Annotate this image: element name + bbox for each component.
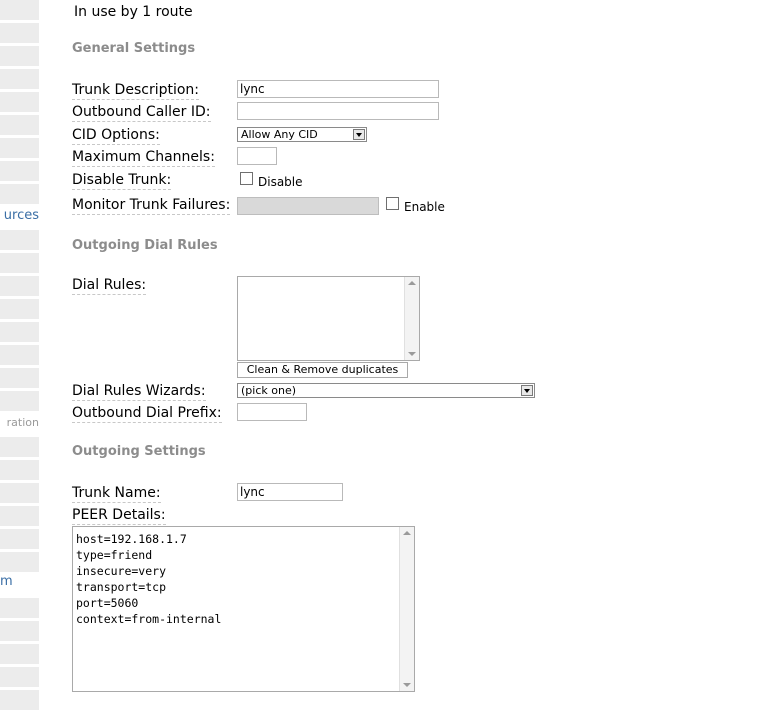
outgoing-settings-heading: Outgoing Settings [72, 444, 206, 459]
trunk-name-label: Trunk Name: [72, 485, 161, 501]
trunk-description-input[interactable]: lync [237, 80, 439, 98]
sidebar-item[interactable] [0, 161, 39, 181]
sidebar-link-system[interactable]: m [0, 574, 13, 589]
sidebar-item[interactable] [0, 184, 39, 204]
sidebar-item[interactable] [0, 253, 39, 273]
outbound-caller-id-label: Outbound Caller ID: [72, 104, 211, 120]
cid-options-select[interactable] [237, 127, 367, 142]
peer-details-textarea[interactable] [72, 526, 415, 692]
scroll-down-icon[interactable] [403, 683, 411, 687]
monitor-trunk-failures-label: Monitor Trunk Failures: [72, 197, 231, 213]
sidebar-link-resources[interactable]: urces [3, 208, 39, 223]
trunk-description-label: Trunk Description: [72, 82, 200, 98]
left-sidebar [0, 0, 39, 715]
sidebar-item[interactable] [0, 460, 39, 480]
sidebar-item[interactable] [0, 115, 39, 135]
sidebar-item[interactable] [0, 92, 39, 112]
scroll-down-icon[interactable] [408, 352, 416, 356]
scroll-up-icon[interactable] [403, 531, 411, 535]
peer-details-value: host=192.168.1.7 type=friend insecure=very transport=tcp port=5060 context=from-internal [76, 532, 222, 626]
scroll-up-icon[interactable] [408, 281, 416, 285]
sidebar-item[interactable] [0, 437, 39, 457]
sidebar-item[interactable] [0, 598, 39, 618]
cid-options-label: CID Options: [72, 127, 160, 143]
maximum-channels-input[interactable] [237, 147, 277, 165]
sidebar-item[interactable] [0, 690, 39, 710]
monitor-enable-checkbox[interactable] [386, 197, 399, 210]
disable-trunk-label: Disable Trunk: [72, 172, 172, 188]
sidebar-item[interactable] [0, 230, 39, 250]
disable-trunk-checkbox[interactable] [240, 172, 253, 185]
chevron-down-icon[interactable] [353, 129, 365, 140]
maximum-channels-label: Maximum Channels: [72, 149, 215, 165]
sidebar-item[interactable] [0, 345, 39, 365]
sidebar-link-configuration[interactable]: ration [6, 416, 39, 429]
outbound-dial-prefix-label: Outbound Dial Prefix: [72, 405, 222, 421]
outbound-caller-id-input[interactable] [237, 102, 439, 120]
monitor-trunk-failures-input[interactable] [237, 197, 379, 215]
clean-remove-duplicates-button[interactable]: Clean & Remove duplicates [237, 362, 408, 378]
cid-options-value: Allow Any CID [241, 128, 318, 141]
sidebar-item[interactable] [0, 46, 39, 66]
scrollbar[interactable] [404, 277, 419, 360]
dial-rules-label: Dial Rules: [72, 277, 147, 293]
peer-details-label: PEER Details: [72, 507, 166, 523]
sidebar-item[interactable] [0, 276, 39, 296]
route-usage-text: In use by 1 route [74, 4, 193, 20]
sidebar-item[interactable] [0, 483, 39, 503]
sidebar-item[interactable] [0, 0, 39, 20]
sidebar-item[interactable] [0, 368, 39, 388]
outbound-dial-prefix-input[interactable] [237, 403, 307, 421]
sidebar-item[interactable] [0, 391, 39, 411]
sidebar-item[interactable] [0, 299, 39, 319]
dial-rules-wizards-select[interactable] [237, 383, 535, 398]
sidebar-item[interactable] [0, 138, 39, 158]
sidebar-item[interactable] [0, 69, 39, 89]
sidebar-item[interactable] [0, 644, 39, 664]
trunk-name-input[interactable]: lync [237, 483, 343, 501]
disable-checkbox-label: Disable [258, 175, 303, 189]
dial-rules-wizards-label: Dial Rules Wizards: [72, 383, 206, 399]
dial-rules-textarea[interactable] [237, 276, 420, 361]
enable-checkbox-label: Enable [404, 200, 445, 214]
sidebar-item[interactable] [0, 552, 39, 572]
sidebar-item[interactable] [0, 621, 39, 641]
dial-rules-wizards-value: (pick one) [241, 384, 297, 397]
sidebar-item[interactable] [0, 322, 39, 342]
scrollbar[interactable] [399, 527, 414, 691]
sidebar-item[interactable] [0, 667, 39, 687]
general-settings-heading: General Settings [72, 41, 196, 56]
outgoing-dial-rules-heading: Outgoing Dial Rules [72, 238, 218, 253]
sidebar-item[interactable] [0, 506, 39, 526]
chevron-down-icon[interactable] [521, 385, 533, 396]
sidebar-item[interactable] [0, 529, 39, 549]
sidebar-item[interactable] [0, 23, 39, 43]
